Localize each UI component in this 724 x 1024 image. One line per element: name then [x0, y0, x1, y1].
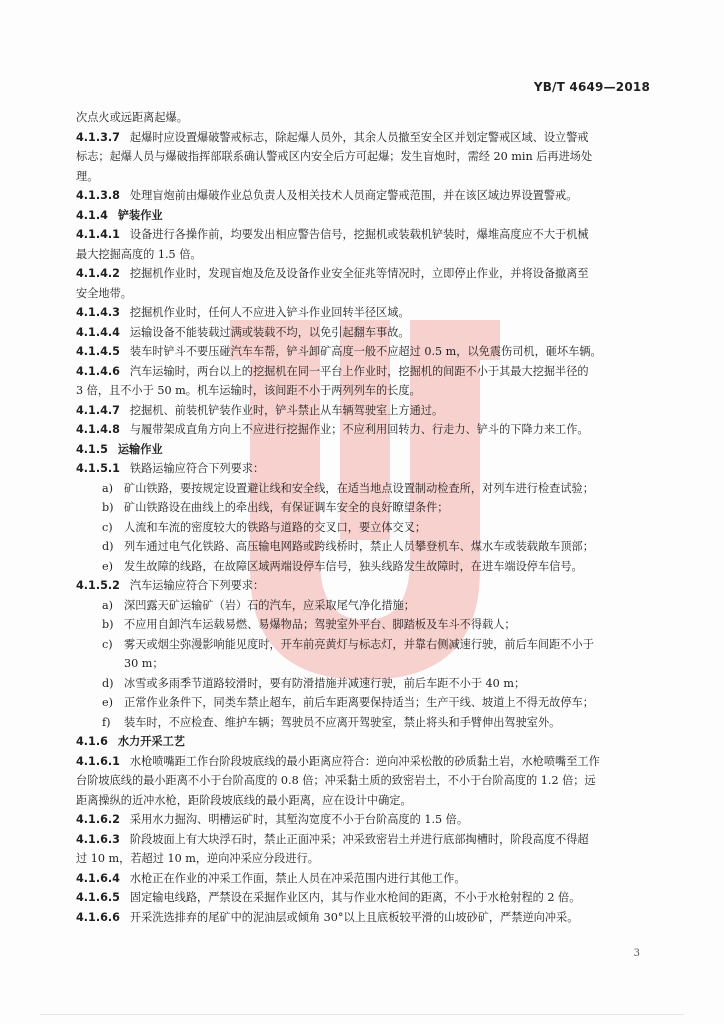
- clause-number: 4.1.5.2: [76, 579, 120, 592]
- clause-number: 4.1.4.1: [76, 228, 120, 241]
- clause-number: 4.1.4.4: [76, 325, 120, 339]
- list-item-first-line: [76, 674, 652, 694]
- standard-code-header: YB/T 4649—2018: [533, 80, 650, 94]
- list-item-letter: e): [102, 696, 113, 709]
- list-item: [76, 713, 652, 733]
- list-item-first-line: [76, 635, 652, 655]
- clause-number: 4.1.4.6: [76, 364, 120, 378]
- clause-continuation-line: 标志；起爆人员与爆破指挥部联系确认警戒区内安全后方可起爆；发生盲炮时，需经 20 min 后再进场处: [76, 150, 593, 163]
- list-item-text: 发生故障的线路，在故障区域两端设停车信号，独头线路发生故障时，在进车端设停车信号。: [124, 559, 583, 573]
- clause-first-line: [76, 186, 652, 206]
- section-title: 水力开采工艺: [117, 735, 185, 748]
- clause-first-line: [76, 908, 652, 928]
- clause-continuation-line: 距离操纵的近冲水枪，距阶段坡底线的最小距离，应在设计中确定。: [76, 793, 412, 807]
- list-item: [76, 479, 652, 499]
- list-item-text: 列车通过电气化铁路、高压输电网路或跨线桥时，禁止人员攀登机车、煤水车或装载敞车顶部；: [124, 540, 594, 553]
- list-item-text: 深凹露天矿运输矿（岩）石的汽车，应采取尾气净化措施；: [124, 598, 415, 612]
- clause-number: 4.1.3.8: [76, 189, 120, 202]
- list-item-text: 矿山铁路设在曲线上的牵出线，有保证调车安全的良好瞭望条件；: [124, 501, 449, 514]
- clause-item: [76, 264, 652, 303]
- section-number: 4.1.5: [76, 442, 108, 456]
- clause-text: 挖掘机作业时，任何人不应进入铲斗作业回转半径区域。: [129, 306, 410, 319]
- list-item-first-line: [76, 498, 652, 518]
- clause-text: 开采洗选排弃的尾矿中的泥油层或倾角 30°以上且底板较平滑的山坡砂矿，严禁逆向冲采。: [129, 910, 579, 924]
- clause-number: 4.1.6.4: [76, 871, 120, 885]
- clause-text: 汽车运输应符合下列要求：: [129, 579, 265, 592]
- list-item-letter: a): [102, 481, 114, 495]
- list-item-letter: d): [102, 540, 114, 553]
- clause-first-line: [76, 869, 652, 889]
- clause-first-line: [76, 576, 652, 596]
- clause-continuation-line: 最大挖掘高度的 1.5 倍。: [76, 247, 202, 261]
- clause-text: 汽车运输时，两台以上的挖掘机在同一平台上作业时，挖掘机的间距不小于其最大挖掘半径的: [129, 364, 589, 378]
- clause-item: [76, 420, 652, 440]
- clause-continuation-line: 3 倍，且不小于 50 m。机车运输时，该间距不小于两列列车的长度。: [76, 384, 421, 397]
- list-item-letter: c): [102, 637, 113, 651]
- clause-text: 装车时铲斗不要压碰汽车车帮，铲斗卸矿高度一般不应超过 0.5 m，以免震伤司机，砸坏车辆。: [129, 345, 602, 358]
- section-number: 4.1.4: [76, 208, 108, 222]
- clause-item: [76, 576, 652, 596]
- clause-first-line: [76, 810, 652, 830]
- list-item-letter: f): [102, 715, 111, 729]
- list-item: [76, 518, 652, 538]
- list-item-first-line: [76, 557, 652, 577]
- section-heading: [76, 206, 652, 226]
- clause-text: 与履带架成直角方向上不应进行挖掘作业；不应利用回转力、行走力、铲斗的下降力来工作。: [129, 423, 589, 436]
- clause-item: [76, 459, 652, 479]
- clause-number: 4.1.4.3: [76, 306, 120, 319]
- clause-text: 挖掘机作业时，发现盲炮及危及设备作业安全征兆等情况时，立即停止作业，并将设备撤离至: [129, 267, 589, 280]
- clause-number: 4.1.4.2: [76, 267, 120, 280]
- clause-text: 设备进行各操作前，均要发出相应警告信号，挖掘机或装载机铲装时，爆堆高度应不大于机械: [129, 228, 589, 241]
- clause-number: 4.1.6.5: [76, 891, 120, 904]
- list-item: [76, 537, 652, 557]
- continuation-text: [76, 108, 652, 128]
- list-item: [76, 693, 652, 713]
- section-title: 运输作业: [117, 442, 163, 456]
- list-item-first-line: [76, 693, 652, 713]
- clause-text: 水枪喷嘴距工作台阶段坡底线的最小距离应符合：逆向冲采松散的砂质黏土岩，水枪喷嘴至工作: [129, 754, 600, 768]
- clause-first-line: [76, 752, 652, 772]
- bottom-rule: [40, 1014, 684, 1015]
- clause-first-line: [76, 264, 652, 284]
- clause-text: 固定输电线路，严禁设在采掘作业区内，其与作业水枪间的距离，不小于水枪射程的 2 倍。: [129, 891, 581, 904]
- section-heading: [76, 440, 652, 460]
- clause-item: [76, 830, 652, 869]
- list-item-letter: b): [102, 501, 114, 514]
- clause-number: 4.1.6.1: [76, 754, 120, 768]
- section-heading: [76, 732, 652, 752]
- list-item-letter: e): [102, 559, 113, 573]
- clause-item: [76, 810, 652, 830]
- page-number: 3: [633, 948, 640, 959]
- clause-text: 起爆时应设置爆破警戒标志，除起爆人员外，其余人员撤至安全区并划定警戒区域、设立警戒: [129, 130, 589, 144]
- list-item-letter: a): [102, 598, 114, 612]
- clause-first-line: [76, 459, 652, 479]
- clause-first-line: [76, 420, 652, 440]
- text-line: 次点火或远距离起爆。: [76, 111, 188, 124]
- clause-continuation-line: 理。: [76, 169, 99, 183]
- list-item: [76, 615, 652, 635]
- list-item-first-line: [76, 479, 652, 499]
- list-item-text: 装车时，不应检查、维护车辆；驾驶员不应离开驾驶室，禁止将头和手臂伸出驾驶室外。: [124, 715, 561, 729]
- clause-item: [76, 128, 652, 187]
- clause-continuation-line: 过 10 m，若超过 10 m，逆向冲采应分段进行。: [76, 852, 319, 865]
- clause-first-line: [76, 830, 652, 850]
- list-item-first-line: [76, 713, 652, 733]
- list-item-text: 雾天或烟尘弥漫影响能见度时，开车前亮黄灯与标志灯，并靠右侧减速行驶，前后车间距不小于: [124, 637, 594, 651]
- list-item: [76, 596, 652, 616]
- clause-first-line: [76, 303, 652, 323]
- clause-number: 4.1.5.1: [76, 462, 120, 475]
- clause-text: 铁路运输应符合下列要求：: [129, 462, 265, 475]
- list-item-first-line: [76, 518, 652, 538]
- list-item: [76, 674, 652, 694]
- clause-text: 挖掘机、前装机铲装作业时，铲斗禁止从车辆驾驶室上方通过。: [129, 403, 444, 417]
- list-item-first-line: [76, 596, 652, 616]
- list-item: [76, 635, 652, 674]
- document-body: [76, 108, 652, 927]
- clause-first-line: [76, 888, 652, 908]
- list-item-letter: b): [102, 618, 114, 631]
- list-item-letter: c): [102, 520, 113, 534]
- clause-first-line: [76, 342, 652, 362]
- list-item-first-line: [76, 615, 652, 635]
- clause-number: 4.1.4.7: [76, 403, 120, 417]
- clause-text: 采用水力掘沟、明槽运矿时，其堑沟宽度不小于台阶高度的 1.5 倍。: [129, 813, 469, 826]
- list-item-continuation-line: 30 m；: [124, 657, 164, 670]
- clause-text: 处理盲炮前由爆破作业总负责人及相关技术人员商定警戒范围，并在该区域边界设置警戒。: [129, 189, 578, 202]
- list-item: [76, 498, 652, 518]
- clause-first-line: [76, 323, 652, 343]
- clause-number: 4.1.3.7: [76, 130, 120, 144]
- clause-number: 4.1.6.2: [76, 813, 120, 826]
- clause-first-line: [76, 362, 652, 382]
- clause-first-line: [76, 128, 652, 148]
- clause-item: [76, 908, 652, 928]
- clause-number: 4.1.6.3: [76, 832, 120, 846]
- clause-item: [76, 362, 652, 401]
- clause-item: [76, 342, 652, 362]
- clause-text: 水枪正在作业的冲采工作面，禁止人员在冲采范围内进行其他工作。: [129, 871, 466, 885]
- clause-number: 4.1.4.8: [76, 423, 120, 436]
- clause-number: 4.1.6.6: [76, 910, 120, 924]
- clause-first-line: [76, 225, 652, 245]
- clause-item: [76, 401, 652, 421]
- section-number: 4.1.6: [76, 735, 108, 748]
- clause-item: [76, 186, 652, 206]
- clause-number: 4.1.4.5: [76, 345, 120, 358]
- clause-item: [76, 225, 652, 264]
- list-item-text: 不应用自卸汽车运载易燃、易爆物品；驾驶室外平台、脚踏板及车斗不得载人；: [124, 618, 516, 631]
- list-item-text: 人流和车流的密度较大的铁路与道路的交叉口，要立体交叉；: [124, 520, 427, 534]
- clause-text: 阶段坡面上有大块浮石时，禁止正面冲采；冲采致密岩土并进行底部掏槽时，阶段高度不得超: [129, 832, 589, 846]
- clause-continuation-line: 台阶坡底线的最小距离不小于台阶高度的 0.8 倍；冲采黏土质的致密岩土，不小于台阶高度的 1.2 倍；远: [76, 774, 596, 787]
- clause-item: [76, 303, 652, 323]
- clause-item: [76, 888, 652, 908]
- clause-continuation-line: 安全地带。: [76, 286, 132, 300]
- clause-item: [76, 752, 652, 811]
- list-item: [76, 557, 652, 577]
- list-item-text: 冰雪或多雨季节道路较滑时，要有防滑措施并减速行驶，前后车距不小于 40 m；: [124, 676, 526, 690]
- clause-item: [76, 869, 652, 889]
- list-item-text: 矿山铁路，要按规定设置避让线和安全线，在适当地点设置制动检查所，对列车进行检查试验；: [124, 481, 594, 495]
- clause-first-line: [76, 401, 652, 421]
- list-item-text: 正常作业条件下，同类车禁止超车，前后车距离要保持适当；生产干线、坡道上不得无故停车；: [124, 696, 594, 709]
- section-title: 铲装作业: [117, 208, 163, 222]
- list-item-letter: d): [102, 676, 114, 690]
- clause-text: 运输设备不能装载过满或装载不均，以免引起翻车事故。: [129, 325, 410, 339]
- clause-item: [76, 323, 652, 343]
- list-item-first-line: [76, 537, 652, 557]
